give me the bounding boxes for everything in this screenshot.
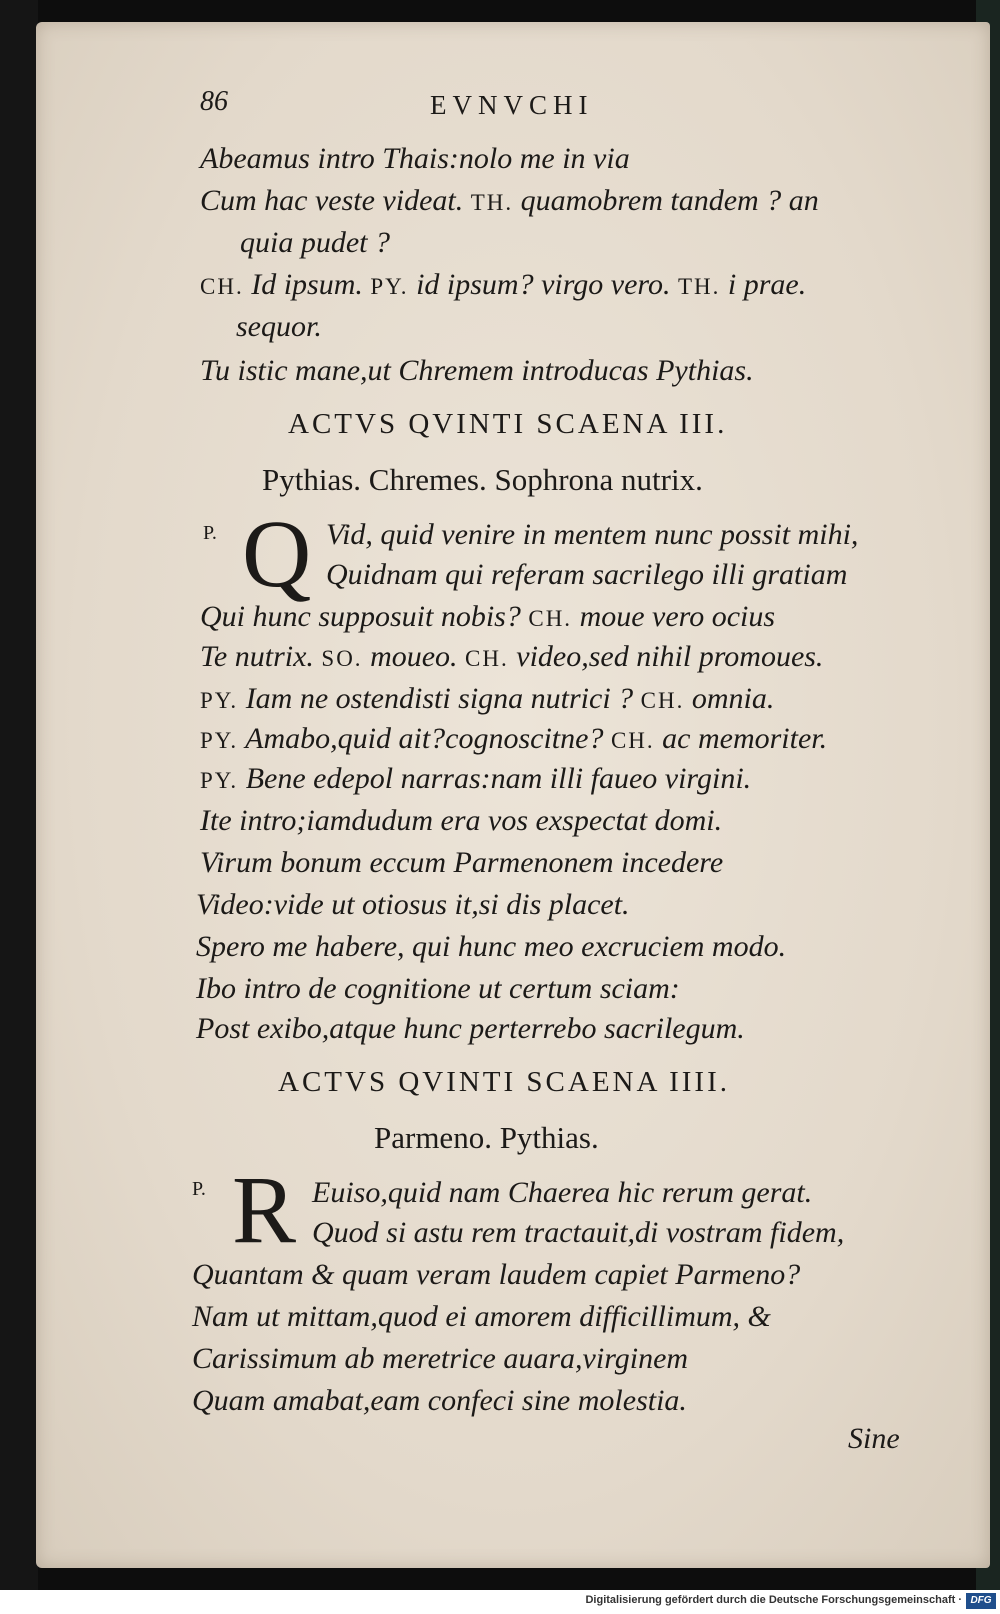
speaker-label: TH. (677, 274, 721, 299)
speaker-label: CH. (465, 646, 509, 671)
speaker-label: CH. (200, 274, 244, 299)
text-line: sequor. (236, 310, 322, 343)
speaker-label: PY. (370, 274, 409, 299)
text-line: Spero me habere, qui hunc meo excruciem modo. (196, 930, 787, 963)
text-line: Quam amabat,eam confeci sine molestia. (192, 1384, 687, 1417)
speaker-label: CH. (640, 688, 685, 713)
text-line: Ite intro;iamdudum era vos exspectat domi. (200, 804, 723, 837)
text-line: Te nutrix. SO. moueo. CH. video,sed nihil promoues. (200, 640, 824, 673)
text-line: PY. Iam ne ostendisti signa nutrici ? CH. omnia. (200, 682, 775, 715)
text-line: Nam ut mittam,quod ei amorem difficillimum, & (192, 1300, 771, 1333)
text-line: Qui hunc supposuit nobis? CH. moue vero ocius (200, 600, 776, 633)
text-line: Ibo intro de cognitione ut certum sciam: (196, 972, 680, 1005)
text-line: PY. Amabo,quid ait?cognoscitne? CH. ac memoriter. (200, 722, 828, 755)
text-line: Quantam & quam veram laudem capiet Parmeno? (192, 1258, 801, 1291)
speaker-label: CH. (610, 728, 655, 753)
speaker-label: TH. (470, 190, 514, 215)
digitization-footer (0, 1590, 1000, 1614)
speaker-label: PY. (200, 768, 239, 793)
text-line: Quod si astu rem tractauit,di vostram fidem, (312, 1216, 845, 1249)
drop-cap: Q (242, 500, 312, 607)
speaker-label: PY. (200, 688, 239, 713)
text-line: PY. Bene edepol narras:nam illi faueo virgini. (200, 762, 752, 795)
dfg-logo: DFG (966, 1593, 996, 1609)
text-line: Vid, quid venire in mentem nunc possit mihi, (326, 518, 859, 551)
text-line: Tu istic mane,ut Chremem introducas Pythias. (200, 354, 754, 387)
speaker-label: SO. (321, 646, 363, 671)
running-head: EVNVCHI (430, 90, 594, 120)
text-line: quia pudet ? (240, 226, 390, 259)
text-line: Quidnam qui referam sacrilego illi gratiam (326, 558, 848, 591)
speaker-label: CH. (528, 606, 573, 631)
page-number: 86 (200, 86, 228, 117)
cast-list: Pythias. Chremes. Sophrona nutrix. (262, 462, 703, 497)
catchword: Sine (848, 1422, 900, 1455)
drop-cap: R (232, 1156, 297, 1263)
text-line: Video:vide ut otiosus it,si dis placet. (196, 888, 630, 921)
act-heading: ACTVS QVINTI SCAENA III. (288, 408, 728, 440)
funding-credit: Digitalisierung gefördert durch die Deutsche Forschungsgemeinschaft · (585, 1594, 962, 1606)
act-heading: ACTVS QVINTI SCAENA IIII. (278, 1066, 730, 1098)
book-spine-shadow (0, 0, 38, 1614)
text-line: Euiso,quid nam Chaerea hic rerum gerat. (312, 1176, 813, 1209)
text-line: CH. Id ipsum. PY. id ipsum? virgo vero. TH. i prae. (200, 268, 807, 301)
text-line: Carissimum ab meretrice auara,virginem (192, 1342, 689, 1375)
text-line: Post exibo,atque hunc perterrebo sacrilegum. (196, 1012, 745, 1045)
speaker-label: PY. (200, 728, 239, 753)
text-line: Cum hac veste videat. TH. quamobrem tandem ? an (200, 184, 819, 217)
speaker-marker: P. (192, 1178, 206, 1200)
text-line: Virum bonum eccum Parmenonem incedere (200, 846, 724, 879)
speaker-marker: P. (203, 522, 217, 544)
cast-list: Parmeno. Pythias. (374, 1120, 599, 1155)
text-line: Abeamus intro Thais:nolo me in via (200, 142, 630, 175)
